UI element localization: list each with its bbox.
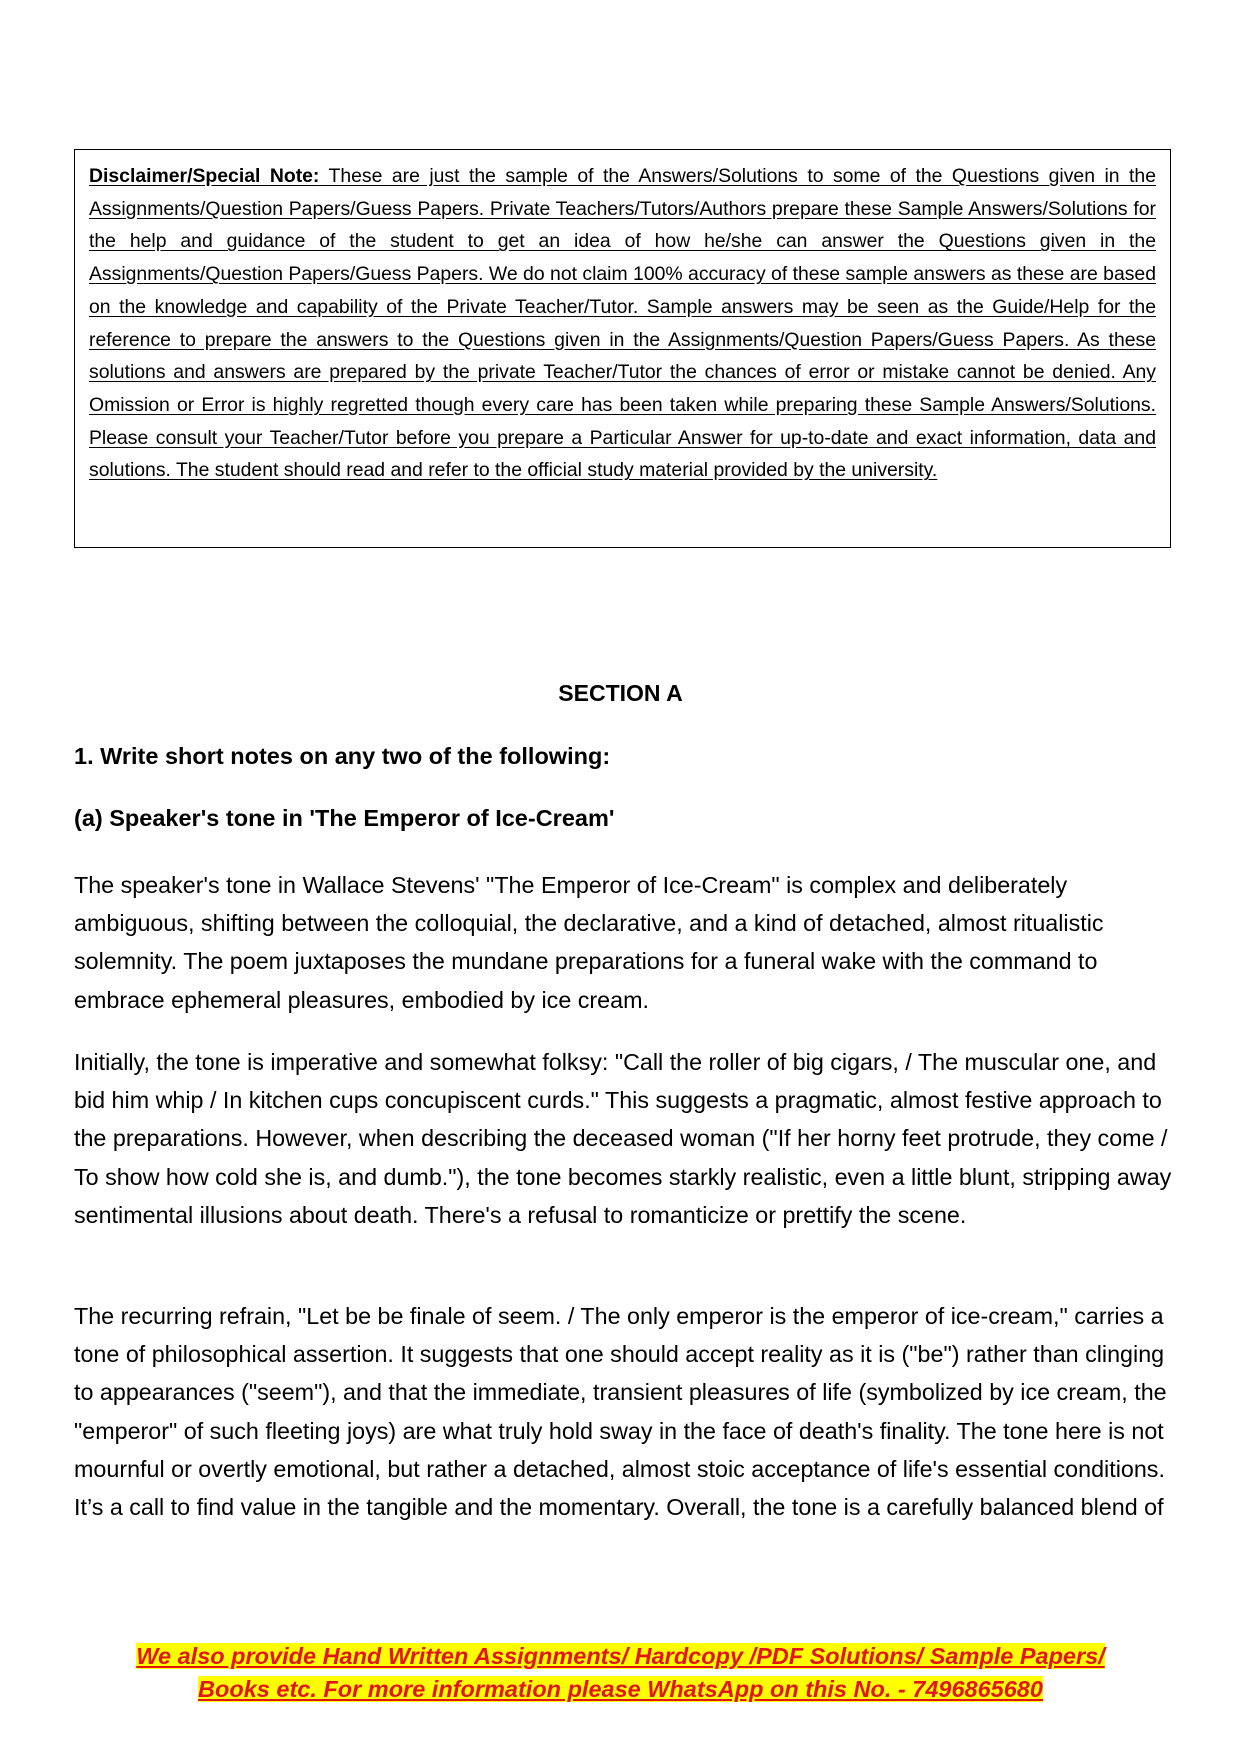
answer-paragraph: The recurring refrain, "Let be be finale of seem. / The only emperor is the emperor of ice-cream," carries a tone of philosophical assertion. It suggests that one should accept reality as it is ("be") rather than clinging to appearances ("seem"), and that the immediate, transient pleasures of life (symbolized by ice cream, the "emperor" of such fleeting joys) are what truly hold sway in the face of death's finality. The tone here is not mournful or overtly emotional, but rather a detached, almost stoic acceptance of life's essential conditions. It’s a call to find value in the tangible and the momentary. Overall, the tone is a carefully balanced blend of	[74, 1303, 1167, 1521]
answer-paragraph: Initially, the tone is imperative and somewhat folksy: "Call the roller of big cigars, / The muscular one, and bid him whip / In kitchen cups concupiscent curds." This suggests a pragmatic, almost festive approach to the preparations. However, when describing the deceased woman ("If her horny feet protrude, they come / To show how cold she is, and dumb."), the tone becomes starkly realistic, even a little blunt, stripping away sentimental illusions about death. There's a refusal to romanticize or prettify the scene.	[74, 1049, 1172, 1228]
subquestion-title: (a) Speaker's tone in 'The Emperor of Ice-Cream'	[74, 805, 615, 831]
question-title: 1. Write short notes on any two of the following:	[74, 743, 611, 769]
disclaimer-box	[74, 149, 1171, 548]
answer-paragraph: The speaker's tone in Wallace Stevens' "The Emperor of Ice-Cream" is complex and deliberately ambiguous, shifting between the colloquial, the declarative, and a kind of detached, almost ritualistic solemnity. The poem juxtaposes the mundane preparations for a funeral wake with the command to embrace ephemeral pleasures, embodied by ice cream.	[74, 872, 1104, 1013]
section-heading: SECTION A	[558, 680, 683, 706]
disclaimer-text	[89, 160, 1156, 487]
footer-promo-line1: We also provide Hand Written Assignments/ Hardcopy /PDF Solutions/ Sample Papers/	[136, 1643, 1105, 1669]
footer-promo	[0, 1640, 1241, 1706]
footer-promo-line2: Books etc. For more information please WhatsApp on this No. - 7496865680	[198, 1676, 1043, 1702]
disclaimer-body: These are just the sample of the Answers/Solutions to some of the Questions given in the Assignments/Question Papers/Guess Papers. Private Teachers/Tutors/Authors prepare these Sample Answers/Solutions for the help and guidance of the student to get an idea of how he/she can answer the Questions given in the Assignments/Question Papers/Guess Papers. We do not claim 100% accuracy of these sample answers as these are based on the knowledge and capability of the Private Teacher/Tutor. Sample answers may be seen as the Guide/Help for the reference to prepare the answers to the Questions given in the Assignments/Question Papers/Guess Papers. As these solutions and answers are prepared by the private Teacher/Tutor the chances of error or mistake cannot be denied. Any Omission or Error is highly regretted though every care has been taken while preparing these Sample Answers/Solutions. Please consult your Teacher/Tutor before you prepare a Particular Answer for up-to-date and exact information, data and solutions. The student should read and refer to the official study material provided by the university.	[89, 165, 1156, 482]
disclaimer-label: Disclaimer/Special Note:	[89, 165, 320, 187]
